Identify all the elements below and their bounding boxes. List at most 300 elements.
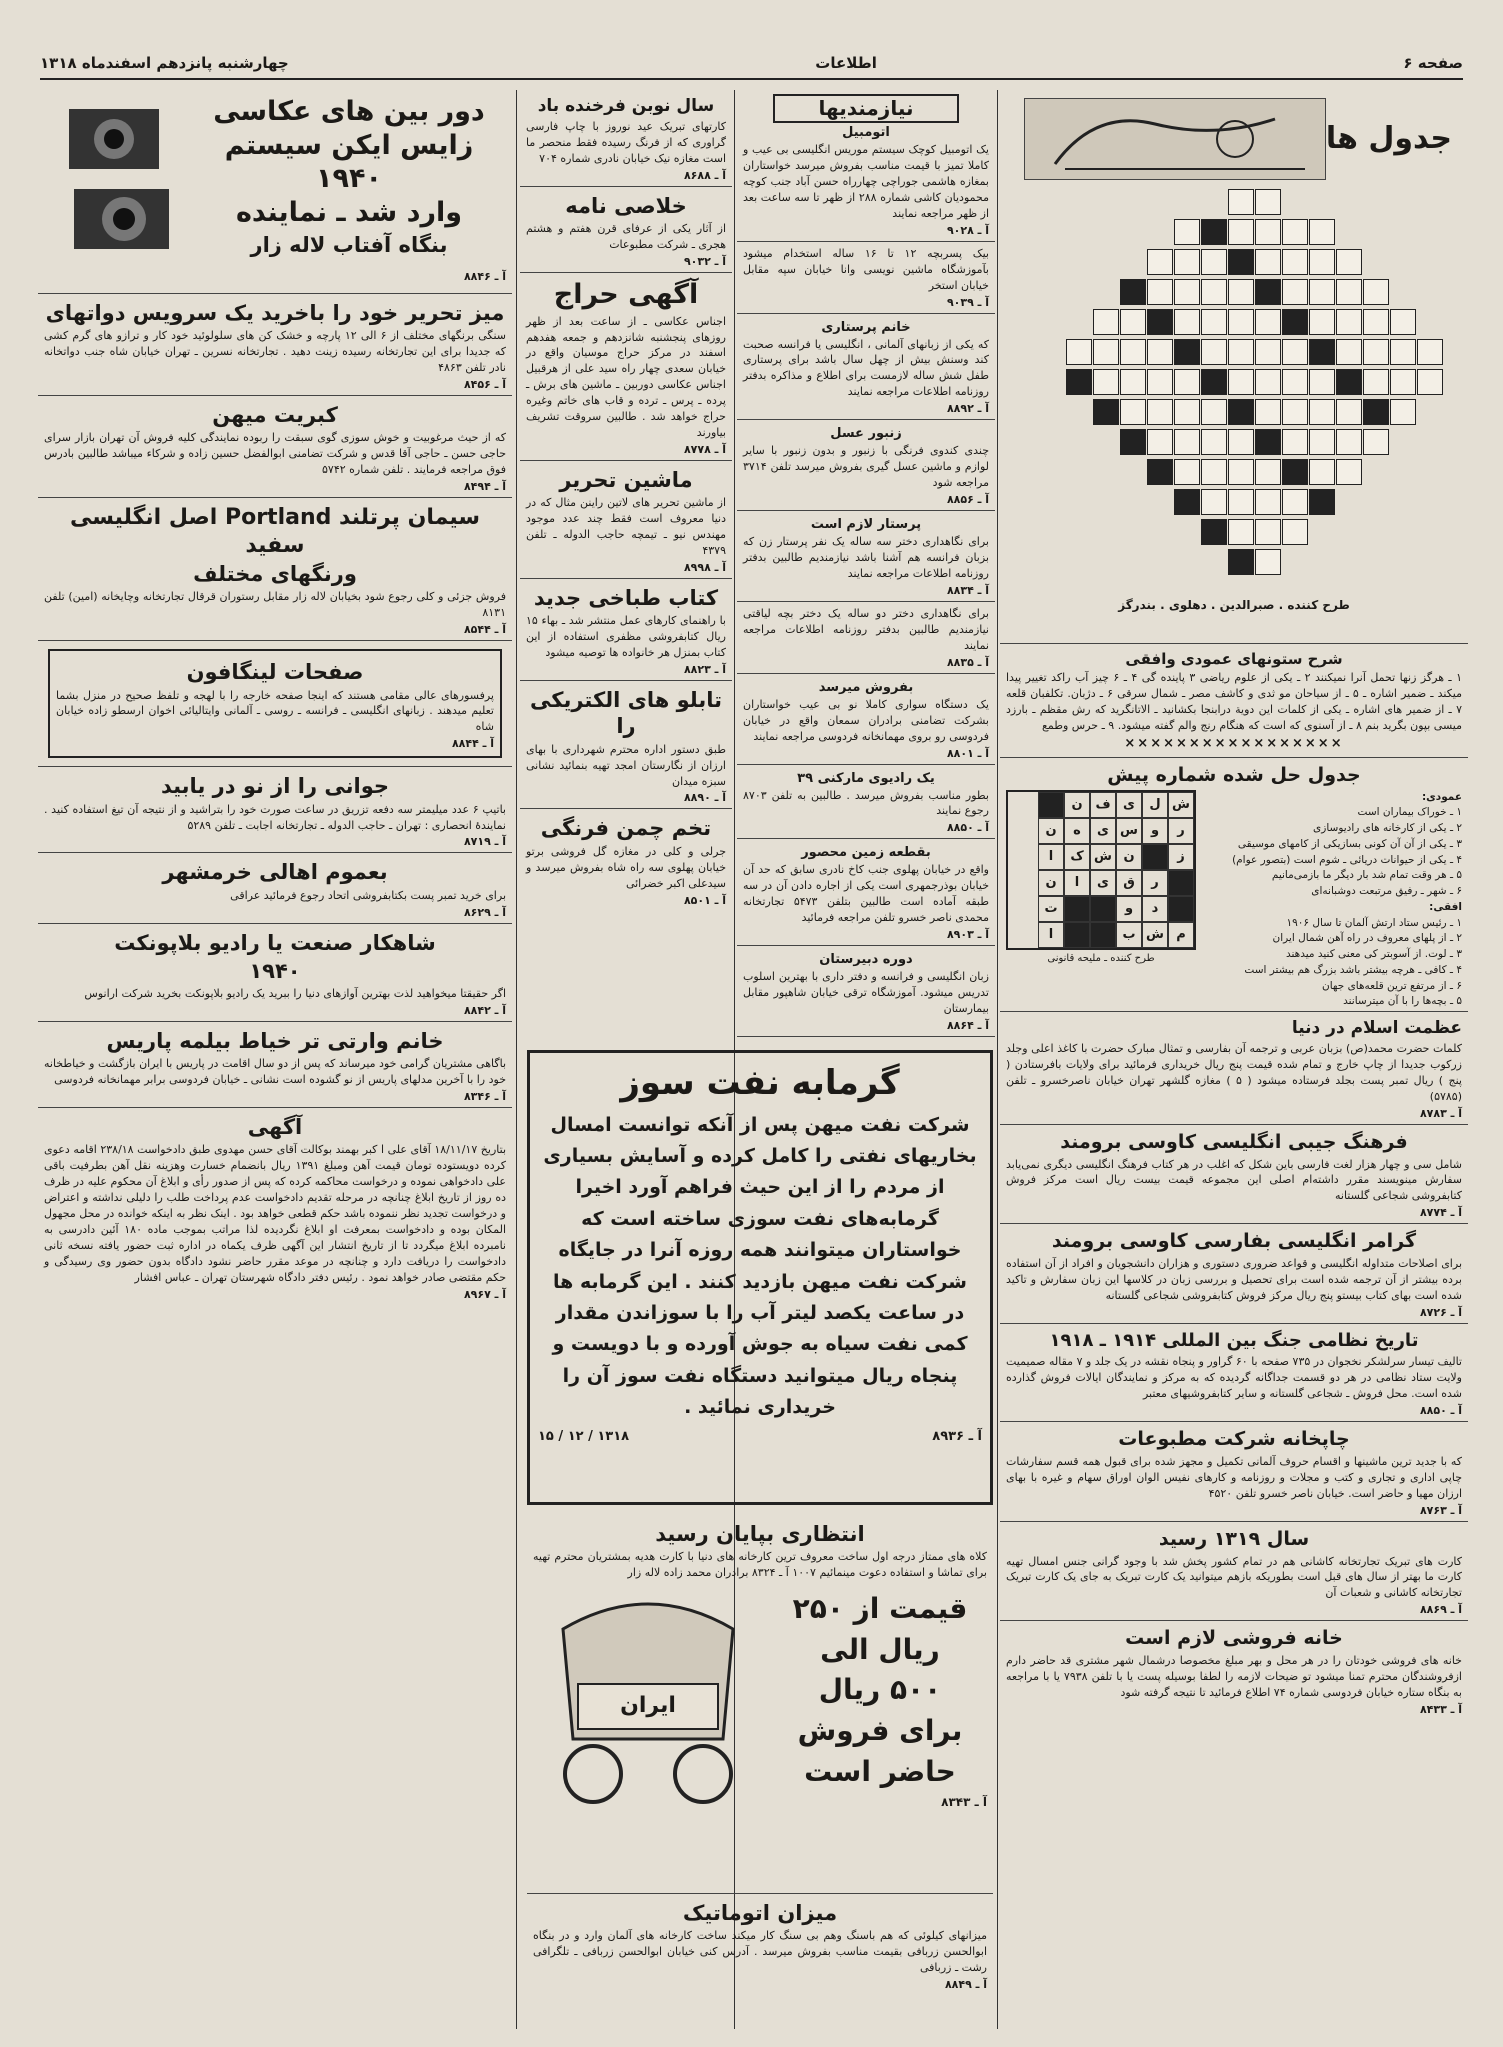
ad-islam bbox=[1000, 1012, 1468, 1125]
ad-number: آ ـ ۸۷۲۶ bbox=[1419, 1305, 1462, 1319]
ad-title-4: بنگاه آفتاب لاله زار bbox=[250, 232, 448, 257]
crossword-cell bbox=[1309, 309, 1335, 335]
solved-block bbox=[1000, 758, 1468, 1012]
crossword-cell bbox=[1228, 189, 1254, 215]
crossword-cell bbox=[1228, 369, 1254, 395]
ad-title: گرامر انگلیسی بفارسی کاوسی برومند bbox=[1051, 1230, 1417, 1253]
ad-number: آ ـ ۸۷۷۸ bbox=[683, 443, 726, 457]
classified-number: آ ـ ۸۸۹۲ bbox=[946, 402, 989, 416]
ad-blaupunkt bbox=[38, 924, 512, 1022]
classified-0 bbox=[737, 90, 995, 242]
solution-cell: د bbox=[1142, 896, 1168, 922]
classified-title: خانم پرستاری bbox=[821, 319, 911, 335]
crossword-cell bbox=[1255, 219, 1281, 245]
solution-cell: ش bbox=[1090, 844, 1116, 870]
crossword-cell bbox=[1201, 339, 1227, 365]
solved-horizontal-4: ۶ ـ از مرتفع ترین قلعه‌های جهان bbox=[1322, 979, 1462, 992]
ad-number: آ ـ ۸۸۹۰ bbox=[683, 791, 726, 805]
solution-cell: ی bbox=[1090, 870, 1116, 896]
solution-cell: ب bbox=[1116, 922, 1142, 948]
crossword-cell bbox=[1228, 519, 1254, 545]
column-divider bbox=[516, 90, 517, 2029]
ad-title: تخم چمن فرنگی bbox=[540, 816, 712, 841]
solution-cell: ی bbox=[1090, 818, 1116, 844]
ad-title: ماشین تحریر bbox=[559, 468, 693, 493]
ad-title: چاپخانه شرکت مطبوعات bbox=[1118, 1428, 1350, 1451]
price-line-3: ۵۰۰ ریال bbox=[818, 1673, 942, 1707]
ad-number: آ ـ ۸۷۸۳ bbox=[1419, 1106, 1462, 1120]
crossword-cell bbox=[1147, 369, 1173, 395]
crossword-cell bbox=[1147, 429, 1173, 455]
crossword-cell bbox=[1336, 429, 1362, 455]
crossword-cell bbox=[1336, 339, 1362, 365]
ad-body: برای خرید تمبر پست بکتابفروشی اتحاد رجوع فرمائید عراقی bbox=[230, 888, 506, 902]
crossword-cell bbox=[1093, 399, 1119, 425]
price-number: آ ـ ۸۳۴۳ bbox=[941, 1795, 987, 1810]
crossword-cell bbox=[1174, 309, 1200, 335]
ad-number: آ ـ ۸۷۶۳ bbox=[1419, 1503, 1462, 1517]
solution-cell bbox=[1064, 896, 1090, 922]
crossword-cell bbox=[1147, 459, 1173, 485]
classified-number: آ ـ ۸۸۳۴ bbox=[946, 583, 989, 597]
crossword-cell bbox=[1282, 339, 1308, 365]
crossword-cell bbox=[1363, 429, 1389, 455]
stars-divider: ××××××××××××××××× bbox=[1124, 735, 1344, 751]
ad-auction bbox=[520, 273, 732, 461]
crossword-cell bbox=[1174, 219, 1200, 245]
crossword-cell bbox=[1093, 309, 1119, 335]
solved-title: جدول حل شده شماره پیش bbox=[1107, 763, 1361, 786]
crossword-cell bbox=[1255, 519, 1281, 545]
clues-body: ۱ ـ هرگز زنها تحمل آنرا نمیکنند ۲ ـ یکی از علوم ریاضی ۳ پاینده گی ۴ ـ ۶ چیز آب راکد تغییر پیدا میکند ـ ضمیر اشاره ـ ۵ ـ از سیاحان مو ثدی و کاشف مصر ـ شمال سرقی ۶ ـ دژبان. تکلفبان قلعه ۷ ـ از ضمیر های اشاره ـ یکی از کلمات این دویة درابنجا بکشانید ـ الاتانگرید که رش مقظم ـ بارزد میسی بپون بگرید بنم ۸ ـ از آسنوی که است که هنگام رنج والم گفته میشود. ۹ ـ حرس وطمع bbox=[1006, 671, 1462, 732]
clues-title: شرح ستونهای عمودی وافقی bbox=[1125, 650, 1343, 668]
classified-title: بقطعه زمین محصور bbox=[801, 845, 931, 861]
price-line-4: برای فروش bbox=[797, 1713, 963, 1747]
crossword-cell bbox=[1228, 249, 1254, 275]
crossword-cell bbox=[1336, 279, 1362, 305]
solution-cell: ن bbox=[1038, 870, 1064, 896]
solution-cell bbox=[1090, 896, 1116, 922]
crossword-cell bbox=[1282, 399, 1308, 425]
crossword-cell bbox=[1066, 339, 1092, 365]
crossword-cell bbox=[1309, 219, 1335, 245]
crossword-cell bbox=[1390, 309, 1416, 335]
solved-horizontal-3: ۴ ـ کافی ـ هرچه بیشتر باشد بزرگ هم بیشتر است bbox=[1244, 963, 1462, 976]
ad-title: کبریت میهن bbox=[212, 403, 338, 428]
classified-2 bbox=[737, 314, 995, 421]
ad-title: خانه فروشی لازم است bbox=[1125, 1627, 1343, 1650]
ad-title: خانم وارتی تر خیاط بیلمه پاریس bbox=[106, 1029, 444, 1054]
ad-oil-bath bbox=[527, 1050, 993, 1505]
classified-title: یک رادیوی مارکنی ۳۹ bbox=[797, 770, 935, 786]
crossword-illustration bbox=[1024, 98, 1326, 180]
solution-cell: ش bbox=[1142, 922, 1168, 948]
solution-cell: ن bbox=[1116, 844, 1142, 870]
crossword-cell bbox=[1120, 369, 1146, 395]
classified-3 bbox=[737, 420, 995, 511]
classified-5 bbox=[737, 602, 995, 674]
crossword-cell bbox=[1201, 369, 1227, 395]
ad-number: آ ـ ۸۵۴۴ bbox=[463, 623, 506, 637]
crossword-cell bbox=[1066, 369, 1092, 395]
crossword-cell bbox=[1282, 459, 1308, 485]
solved-horizontal-2: ۳ ـ لوت. از آسوبتر کی معنی کنید میدهند bbox=[1285, 948, 1462, 960]
solved-vertical-1: ۲ ـ یکی از کارخانه های رادیوسازی bbox=[1313, 822, 1462, 834]
classified-number: آ ـ ۸۸۵۰ bbox=[946, 821, 989, 835]
bath-date: ۱۳۱۸ / ۱۲ / ۱۵ bbox=[538, 1429, 630, 1445]
ad-number: آ ـ ۸۹۹۸ bbox=[683, 561, 726, 575]
crossword-cell bbox=[1282, 309, 1308, 335]
classified-body: بطور مناسب بفروش میرسد . طالبین به تلفن ۸۷۰۳ رجوع نمایند bbox=[743, 788, 989, 818]
ad-number: آ ـ ۸۸۶۹ bbox=[1419, 1603, 1462, 1617]
solution-cell: ک bbox=[1064, 844, 1090, 870]
crossword-cell bbox=[1255, 369, 1281, 395]
crossword-cell bbox=[1228, 489, 1254, 515]
ad-grass-seed bbox=[520, 809, 732, 910]
solved-vertical-0: ۱ ـ خوراک بیماران است bbox=[1357, 806, 1462, 819]
wait-body: کلاه های ممتاز درجه اول ساخت معروف ترین کارخانه های دنیا با کارت هدیه بمشتریان محترم تهیه برای تماشا و استفاده دعوت مینمائیم ۱۰۰۷ آ ـ ۸۳۲۴ برادران محمد زاده لاله زار bbox=[533, 1550, 987, 1580]
crossword-cell bbox=[1201, 309, 1227, 335]
ad-title-2: ۱۹۴۰ bbox=[249, 958, 301, 983]
ad-newyear bbox=[520, 90, 732, 187]
crossword-cell bbox=[1120, 429, 1146, 455]
crossword-cell bbox=[1309, 429, 1335, 455]
crossword-cell bbox=[1282, 249, 1308, 275]
ad-number: آ ـ ۸۶۸۸ bbox=[683, 169, 726, 183]
classified-6 bbox=[737, 674, 995, 765]
ad-house-sale bbox=[1000, 1621, 1468, 1720]
crossword-block bbox=[1000, 90, 1468, 644]
ad-body: جرلی و کلی در مغازه گل فروشی برتو خیابان پهلوی سه راه شاه بفروش میرسد و سیدعلی اکبر خضرائی bbox=[526, 844, 726, 890]
ad-title: تاریخ نظامی جنگ بین المللی ۱۹۱۴ ـ ۱۹۱۸ bbox=[1049, 1329, 1419, 1351]
solved-vertical-4: ۵ ـ هر وقت تمام شد بار دیگر ما بازمی‌مانیم bbox=[1271, 869, 1462, 882]
solution-cell: ی bbox=[1116, 792, 1142, 818]
ad-number: آ ـ ۸۷۱۹ bbox=[463, 835, 506, 849]
solution-cell bbox=[1038, 792, 1064, 818]
ad-typewriter bbox=[520, 461, 732, 579]
crossword-cell bbox=[1228, 549, 1254, 575]
ad-new-year-cards bbox=[1000, 1522, 1468, 1622]
crossword-cell bbox=[1201, 519, 1227, 545]
bath-number: آ ـ ۸۹۳۶ bbox=[932, 1429, 982, 1445]
ad-number: آ ـ ۹۰۳۲ bbox=[683, 255, 726, 269]
stroller-illustration bbox=[533, 1589, 763, 1829]
bottom-center-ads bbox=[527, 1515, 993, 2025]
solution-cell bbox=[1142, 844, 1168, 870]
wait-title: انتظاری بپایان رسید bbox=[655, 1522, 865, 1546]
ad-body: کارت های تبریک تجارتخانه کاشانی هم در تمام کشور پخش شد با وجود گرانی جنس امسال تهیه کارت ما بهتر از سال های قبل است بطوریکه بازهم میتوانید یک کارت تبریک به جای یک کارت تبریک تجارتخانه کاشانی و شعبات آن bbox=[1006, 1554, 1462, 1600]
crossword-cell bbox=[1336, 369, 1362, 395]
ad-print-house bbox=[1000, 1422, 1468, 1522]
price-line-2: ریال الی bbox=[820, 1632, 940, 1666]
crossword-cell bbox=[1201, 399, 1227, 425]
ad-number: آ ـ ۸۸۵۰ bbox=[1419, 1404, 1462, 1418]
ad-number: آ ـ ۸۷۷۴ bbox=[1419, 1206, 1462, 1220]
crossword-cell bbox=[1390, 369, 1416, 395]
ad-zeiss-camera bbox=[38, 90, 512, 294]
classified-9 bbox=[737, 946, 995, 1037]
paper-name: اطلاعات bbox=[815, 54, 877, 72]
ad-body: برای اصلاحات متداوله انگلیسی و قواعد ضروری دستوری و هزاران دانشجویان و افراد از آن استفاده برده بیشتر از آن ترجمه شده است برای تحصیل و بررسی زبان در کلاسها این زبان سفارش و تاکید شده است بهای کتاب بیستو پنج ریال مرکز فروش کتابفروشی شجاعی گلستانه bbox=[1006, 1257, 1462, 1302]
stroller-label: ایران bbox=[620, 1693, 676, 1719]
classified-subtitle: اتومبیل bbox=[842, 125, 890, 140]
crossword-cell bbox=[1201, 459, 1227, 485]
ad-body: اجناس عکاسی ـ از ساعت بعد از ظهر روزهای پنجشنبه شانزدهم و جمعه هفدهم اسفند در مرکز حراج موسیان واقع در خیابان سعدی چهار راه سید علی از هرقبیل اجناس عکاسی دوربین ـ ماشین های برش ـ پرده ـ پرس ـ ترده و قاب های خاتم وغیره حراج خواهد شد . طالبین سروقت تشریف بیاورند bbox=[526, 314, 726, 440]
solution-cell bbox=[1168, 870, 1194, 896]
ad-body: فروش جزئی و کلی رجوع شود بخیابان لاله زار مقابل رستوران قرقال تجارتخانه وچایخانه (امین) تلفن ۸۱۳۱ bbox=[44, 590, 506, 620]
ad-title: تابلو های الکتریکی را bbox=[530, 688, 722, 739]
solution-cell: ت bbox=[1038, 896, 1064, 922]
ad-title-2: زایس ایکن سیستم ۱۹۴۰ bbox=[224, 130, 474, 194]
clues-block bbox=[1000, 644, 1468, 758]
solution-cell: ق bbox=[1116, 870, 1142, 896]
crossword-cell bbox=[1228, 339, 1254, 365]
classified-number: آ ـ ۸۹۰۳ bbox=[946, 928, 989, 942]
crossword-cell bbox=[1255, 489, 1281, 515]
solved-foot: ۵ ـ بچه‌ها را با آن میترسانند bbox=[1343, 995, 1462, 1008]
crossword-cell bbox=[1174, 489, 1200, 515]
crossword-cell bbox=[1363, 339, 1389, 365]
ad-title: فرهنگ جیبی انگلیسی کاوسی برومند bbox=[1060, 1130, 1408, 1153]
crossword-cell bbox=[1174, 339, 1200, 365]
crossword-cell bbox=[1174, 369, 1200, 395]
ad-number: آ ـ ۸۸۴۴ bbox=[451, 737, 494, 751]
ad-number: آ ـ ۸۹۶۷ bbox=[463, 1287, 506, 1301]
solution-cell: و bbox=[1142, 818, 1168, 844]
ad-linguaphone bbox=[38, 641, 512, 767]
ad-body: پرفسورهای عالی مقامی هستند که اینجا صفحه خارجه را با لهجه و تلفظ صحیح در منزل بشما تعلیم میدهند . زبانهای انگلیسی ـ فرانسه ـ روسی ـ آلمانی وایتالیائی اخوان ارسطو زاده خیابان شاه bbox=[56, 688, 494, 734]
classified-section-title: نیازمندیها bbox=[773, 94, 959, 123]
ad-body: تالیف تیسار سرلشکر نخجوان در ۷۳۵ صفحه با ۶۰ گراور و پنجاه نقشه در یک جلد و ۷ مقاله صمیمیت ولایت ستاد نظامی در هر دو قسمت جداگانه گردیده که به مرکز و نمایندگان ایالات فروش گذارده شده است. محل فروش ـ شجاعی گلستانه و سایر کتابفروشیهای معتبر bbox=[1006, 1355, 1462, 1401]
ad-body: که با جدید ترین ماشینها و اقسام حروف آلمانی تکمیل و مجهز شده برای قبول همه قسم سفارشات چاپی اداری و تجاری و کتب و مجلات و روزنامه و کارهای نفیس الوان اوراق سهام و غیره با بهای ارزان مهیا و حاضر است. خیابان ناصر خسرو تلفن ۴۵۲۰ bbox=[1006, 1454, 1462, 1500]
solution-cell: س bbox=[1116, 818, 1142, 844]
crossword-cell bbox=[1120, 339, 1146, 365]
solution-cell: ر bbox=[1142, 870, 1168, 896]
crossword-cell bbox=[1309, 459, 1335, 485]
ad-youth bbox=[38, 767, 512, 853]
ad-number: آ ـ ۸۳۴۶ bbox=[463, 1090, 506, 1104]
crossword-cell bbox=[1147, 279, 1173, 305]
ad-number: آ ـ ۸۸۴۶ bbox=[463, 270, 506, 283]
ad-title-2: ورنگهای مختلف bbox=[193, 562, 357, 587]
crossword-cell bbox=[1282, 279, 1308, 305]
ad-legal-notice bbox=[38, 1108, 512, 1436]
ad-title: میز تحریر خود را باخرید یک سرویس دواتهای bbox=[45, 301, 505, 325]
classified-7 bbox=[737, 765, 995, 840]
crossword-cell bbox=[1255, 309, 1281, 335]
crossword-cell bbox=[1336, 399, 1362, 425]
solution-cell bbox=[1090, 922, 1116, 948]
crossword-cell bbox=[1093, 339, 1119, 365]
classified-number: آ ـ ۹۰۲۸ bbox=[946, 223, 989, 237]
ad-inkwells bbox=[38, 294, 512, 396]
solution-cell: ف bbox=[1090, 792, 1116, 818]
classified-number: آ ـ ۸۸۶۴ bbox=[946, 1018, 989, 1032]
ad-body: از آثار یکی از عرفای قرن هفتم و هشتم هجری ـ شرکت مطبوعات bbox=[526, 222, 726, 252]
ad-title: آگهی bbox=[247, 1115, 303, 1140]
ad-title: آگهی حراج bbox=[553, 279, 699, 311]
crossword-cell bbox=[1336, 309, 1362, 335]
ad-body: از ماشین تحریر های لاتین راینن مثال که در دنیا معروف است فقط چند عدد موجود مهندس نیو ـ تیمچه حاجب الدوله ـ تلفن ۴۳۷۹ bbox=[526, 496, 726, 558]
bath-title: گرمابه نفت سوز bbox=[620, 1063, 900, 1103]
ad-tailor bbox=[38, 1022, 512, 1108]
crossword-cell bbox=[1174, 399, 1200, 425]
solved-horizontal-1: ۲ ـ از پلهای معروف در راه آهن شمال ایران bbox=[1272, 932, 1462, 945]
ad-number: آ ـ ۸۸۲۳ bbox=[683, 663, 726, 677]
ad-body: کلمات حضرت محمد(ص) بزبان عربی و ترجمه آن بفارسی و تمثال مبارک حضرت با کاغذ اعلی وجلد زرکوب جدیدا از چاپ خارج و تمام شده قیمت پنج ریال خریداری فرمائید برای ولایات بافرستادن ( پنج ) ریال تمبر پست بجلد فرستاده میشود ( ۵ ) مغازه گلشهر تهران خیابان ناصرخسرو ـ تلفن (۵۷۸۵) bbox=[1006, 1042, 1462, 1103]
solved-vertical-title: عمودی: bbox=[1421, 790, 1462, 803]
crossword-cell bbox=[1282, 519, 1308, 545]
classified-body: واقع در خیابان پهلوی جنب کاخ نادری سابق که حد آن خیابان بوذرجمهری است یکی از اجاره دادن آن در سه طبقه آماده است طالبین بتلفن ۵۴۷۳ تجارتخانه محمدی ناصر خسرو تلفن مراجعه فرمائید bbox=[743, 863, 989, 925]
ad-body: باتیپ ۶ عدد میلیمتر سه دفعه تزریق در ساعت صورت خود را بتراشید و از نتیجه آن تیغ استفاده کنید . نمایندهٔ انحصاری : تهران ـ حاجب الدوله ـ تجارتخانه اجابت ـ تلفن ۵۲۸۹ bbox=[44, 802, 506, 832]
ad-khorramshahr bbox=[38, 853, 512, 923]
classified-body: برای نگاهداری دختر دو ساله یک دختر بچه لیاقتی نیازمندیم طالبین بدفتر روزنامه اطلاعات مراجعه نمایند bbox=[743, 606, 989, 652]
ad-title-3: وارد شد ـ نماینده bbox=[235, 197, 463, 229]
crossword-cell bbox=[1255, 189, 1281, 215]
classified-number: آ ـ ۸۸۵۶ bbox=[946, 493, 989, 507]
crossword-cell bbox=[1120, 399, 1146, 425]
crossword-cell bbox=[1201, 489, 1227, 515]
crossword-cell bbox=[1255, 459, 1281, 485]
crossword-cell bbox=[1147, 339, 1173, 365]
classified-body: چندی کندوی فرنگی با زنبور و بدون زنبور با سایر لوازم و ماشین عسل گیری بفروش میرسد تلفن ۳۷۱۴ مراجعه شود bbox=[743, 444, 989, 490]
ad-scale bbox=[527, 1894, 993, 1995]
solution-cell bbox=[1168, 896, 1194, 922]
ad-body: بتاریخ ۱۸/۱۱/۱۷ آقای علی ا کبر بهمند بوکالت آقای حسن مهدوی طبق دادخواست ۲۳۸/۱۸ اقامه دعوی کرده دویستوده‌ تومان قیمت آهن ومبلغ ۱۳۹۱ ریال بانضمام خسارت وهزینه نقل آهن بطرفیت باقی علی دادخواهی نموده و درخواست محاکمه کرده که پس از صدور رأی و ابلاغ آن محکوم علیه در ظرف ده روز از تاریخ ابلاغ چنانچه در مرحله تقدیم دادخواست عدم پرداخت طلب را دلیلی نداشته و اعتراض و درخواست تجدید نظر ننموده باشد حکم قطعی خواهد بود . اینک نظر به اینکه خوانده در محل مجهول المکان بوده و دادخواست بمعرفت او ابلاغ نگردیده لذا مراتب بموجب ماده ۱۸۰ آئین دادرسی به نامبرده ابلاغ میگردد تا از تاریخ انتشار این آگهی ظرف یکماه در اداره ثبت حضور یافته نسخه ثانی دادخواست را دریافت دارد و چنانچه در موعد مقرر حاضر نشود دادگاه بدون حضور وی رسیدگی و حکم مقتضی صادر خواهد نمود . رئیس دفتر دادگاه شهرستان تهران ـ عباس افشار bbox=[44, 1143, 507, 1284]
classified-title: بفروش میرسد bbox=[818, 679, 914, 695]
ad-number: آ ـ ۸۵۰۱ bbox=[683, 893, 726, 907]
classified-title: دوره دبیرستان bbox=[819, 952, 913, 968]
solved-designer: طرح کننده ـ ملیحه قانونی bbox=[1047, 952, 1155, 964]
classified-8 bbox=[737, 839, 995, 946]
classified-body: برای نگاهداری دختر سه ساله یک نفر پرستار زن که بزبان فرانسه هم آشنا باشد نیازمندیم طالبین بدفتر روزنامه اطلاعات مراجعه نمایند bbox=[743, 535, 989, 580]
camera-icon bbox=[54, 94, 184, 264]
solved-vertical-5: ۶ ـ شهر ـ رفیق مرتبعت دوشبانه‌ای bbox=[1311, 885, 1462, 897]
crossword-grid bbox=[1024, 184, 1444, 594]
column-middle bbox=[520, 90, 732, 1047]
crossword-cell bbox=[1336, 249, 1362, 275]
crossword-cell bbox=[1255, 399, 1281, 425]
ad-cookbook bbox=[520, 579, 732, 681]
bath-body: شرکت نفت میهن پس از آنکه توانست امسال بخاریهای نفتی را کامل کرده و آسایش بسیاری از مردم را از این حیث فراهم آورد اخیرا گرمابه‌های نفت سوزی ساخته است که خواستاران میتوانند همه روزه آنرا در جایگاه شرکت نفت میهن بازدید کنند . این گرمابه ها در ساعت یکصد لیتر آب را با سوزاندن مقدار کمی نفت سیاه به جوش آورده و با دویست و پنجاه ریال میتوانید دستگاه نفت سوز آن را خریداری نمائید . bbox=[543, 1113, 977, 1418]
ad-stroller bbox=[527, 1515, 993, 1894]
solved-vertical-3: ۴ ـ یکی از حیوانات دریائی ـ شوم است (بتصور عوام) bbox=[1232, 853, 1462, 866]
ad-title: کتاب طباخی جدید bbox=[533, 586, 719, 611]
crossword-cell bbox=[1147, 399, 1173, 425]
crossword-cell bbox=[1201, 279, 1227, 305]
solution-cell: ش bbox=[1168, 792, 1194, 818]
crossword-cell bbox=[1282, 219, 1308, 245]
ad-body: شامل سی و چهار هزار لغت فارسی باین شکل که اغلب در هر کتاب فرهنگ انگلیسی دیگری نمی‌یابد سفارش مینویسند مقرر داشته‌ام اصلی این مجموعه قیمت بیست ریال است مرکز فروش کتابفروشی شجاعی گلستانه bbox=[1006, 1157, 1462, 1203]
ad-electric-signs bbox=[520, 681, 732, 809]
crossword-cell bbox=[1255, 339, 1281, 365]
crossword-cell bbox=[1363, 369, 1389, 395]
crossword-cell bbox=[1282, 429, 1308, 455]
solution-cell: م bbox=[1168, 922, 1194, 948]
ad-body: سنگی برنگهای مختلف از ۶ الی ۱۲ پارچه و خشک کن های سلولوئید خود کار و ترازو های گرم کشی که جدیدا برای این تجارتخانه رسیده زینت دهید . تجارتخانه نسرین ـ تهران خیابان شاه جنب دواتخانه نادر تلفن ۴۸۶۳ bbox=[44, 329, 506, 375]
crossword-cell bbox=[1147, 249, 1173, 275]
crossword-cell bbox=[1174, 459, 1200, 485]
ad-kholasi bbox=[520, 187, 732, 273]
ad-war-history bbox=[1000, 1324, 1468, 1422]
column-right bbox=[1000, 90, 1468, 2029]
price-line-5: حاضر است bbox=[804, 1754, 956, 1788]
crossword-cell bbox=[1228, 399, 1254, 425]
solution-cell: ل bbox=[1142, 792, 1168, 818]
ad-number: آ ـ ۸۴۵۶ bbox=[463, 378, 506, 392]
ad-body: کارتهای تبریک عید نوروز با چاپ فارسی گراوری که از فرنگ رسیده فقط منحصر ما است مغازه نیک خیابان نادری شماره ۷۰۴ bbox=[526, 120, 726, 166]
crossword-cell bbox=[1147, 309, 1173, 335]
crossword-cell bbox=[1228, 459, 1254, 485]
crossword-cell bbox=[1174, 249, 1200, 275]
crossword-cell bbox=[1255, 429, 1281, 455]
classified-4 bbox=[737, 511, 995, 602]
crossword-cell bbox=[1363, 309, 1389, 335]
crossword-title: جدول ها bbox=[1325, 121, 1452, 156]
crossword-cell bbox=[1390, 399, 1416, 425]
classified-number: آ ـ ۸۸۳۵ bbox=[946, 655, 989, 669]
classified-number: آ ـ ۹۰۳۹ bbox=[946, 295, 989, 309]
solved-vertical-2: ۳ ـ یکی از آن آن کونی بسازیکی از کامهای موسیقی bbox=[1237, 837, 1462, 850]
crossword-cell bbox=[1228, 309, 1254, 335]
crossword-designer: طرح کننده . صبرالدین . دهلوی . بندرگز bbox=[1118, 598, 1350, 612]
crossword-cell bbox=[1201, 429, 1227, 455]
page-number: صفحه ۶ bbox=[1403, 54, 1463, 72]
ad-title: دور بین های عکاسی bbox=[213, 96, 485, 127]
ad-dictionary bbox=[1000, 1125, 1468, 1225]
classified-body: زبان انگلیسی و فرانسه و دفتر داری با بهترین اسلوب تدریس میشود. آموزشگاه ترقی خیابان شاهپور مقابل بیمارستان bbox=[743, 970, 989, 1015]
crossword-cell bbox=[1120, 309, 1146, 335]
woman-illustration-icon bbox=[1035, 104, 1315, 174]
ad-body: باگاهی مشتریان گرامی خود میرساند که پس از دو سال اقامت در پاریس با ایران بازگشت و خیاطخانه خود را با آخرین مدلهای پاریس از نو گشوده است نشانی ـ خیابان فردوسی برابر مهمانخانه فردوسی bbox=[44, 1057, 506, 1087]
crossword-cell bbox=[1417, 339, 1443, 365]
crossword-cell bbox=[1093, 369, 1119, 395]
ad-grammar bbox=[1000, 1224, 1468, 1324]
crossword-cell bbox=[1336, 459, 1362, 485]
ad-title: جوانی را از نو در یابید bbox=[160, 774, 390, 799]
column-left bbox=[38, 90, 512, 2029]
page-header bbox=[40, 48, 1463, 80]
solution-cell: ا bbox=[1064, 870, 1090, 896]
issue-date: چهارشنبه پانزدهم اسفندماه ۱۳۱۸ bbox=[40, 54, 289, 72]
solution-cell: ا bbox=[1038, 922, 1064, 948]
solution-cell bbox=[1064, 922, 1090, 948]
scale-title: میزان اتوماتیک bbox=[682, 1901, 838, 1925]
crossword-cell bbox=[1201, 249, 1227, 275]
ad-title: سیمان پرتلند Portland اصل انگلیسی سفید bbox=[70, 505, 480, 558]
column-divider bbox=[997, 90, 998, 2029]
ad-number: آ ـ ۸۴۳۳ bbox=[1419, 1702, 1462, 1716]
ad-body: خانه های فروشی خودتان را در هر محل و بهر مبلغ مخصوصا درشمال شهر مشتری قد حاضر دارم ازفروشندگان محترم تمنا میشود تو ضیحات لازمه را لطفا بوسیله پست یا با تلفن ۷۹۳۸ یا با مراجعه به بنگاه ستاره خیابان فردوسی شماره ۷۴ اطلاع فرمائید تا نتیجه گرفته شود bbox=[1006, 1654, 1462, 1699]
ad-body: با راهنمای کارهای عمل منتشر شد ـ بهاء ۱۵ ریال کتابفروشی مظفری استفاده از این کتاب بمنزل هر خانواده ها توصیه میشود bbox=[526, 614, 726, 660]
solution-cell: ه bbox=[1064, 818, 1090, 844]
solution-cell: ر bbox=[1168, 818, 1194, 844]
crossword-cell bbox=[1201, 219, 1227, 245]
crossword-cell bbox=[1255, 249, 1281, 275]
ad-number: آ ـ ۸۴۹۴ bbox=[463, 480, 506, 494]
price-line-1: قیمت از ۲۵۰ bbox=[792, 1592, 968, 1626]
ad-title: بعموم اهالی خرمشهر bbox=[162, 860, 388, 885]
ad-title: سال نوبن فرخنده باد bbox=[537, 96, 715, 116]
ad-title: شاهکار صنعت یا رادیو بلاپونکت bbox=[114, 930, 436, 955]
classified-body: یک اتومبیل کوچک سیستم موریس انگلیسی بی عیب و کاملا تمیز با قیمت مناسب بفروش میرسد خواستاران بمغازه هاشمی جوراچی چهارراه حسن آباد جنب کوچه محمودیان کاشی شماره ۲۸۸ از ظهر تا سه ساعت بعد از ظهر مراجعه نمایند bbox=[743, 143, 989, 220]
classified-body: یک دستگاه سواری کاملا نو بی عیب خواستاران بشرکت تضامنی برادران سمعان واقع در خیابان فردوسی رو بروی مهمانخانه فردوسی مراجعه نمایند bbox=[743, 697, 989, 743]
crossword-cell bbox=[1228, 279, 1254, 305]
crossword-cell bbox=[1174, 279, 1200, 305]
scale-body: میزانهای کیلوئی که هم باسنگ وهم بی سنگ کار میکند ساخت کارخانه های آلمان وارد و در بنگاه ابوالحسن زربافی بقیمت مناسب بفروش میرسد . آدرس کنی خیابان ابوالحسن زربافی ـ تلگرافی رشت ـ زربافی bbox=[533, 1929, 987, 1975]
solved-horizontal-title: افقی: bbox=[1429, 900, 1462, 913]
classified-title: پرستار لازم است bbox=[810, 517, 922, 533]
